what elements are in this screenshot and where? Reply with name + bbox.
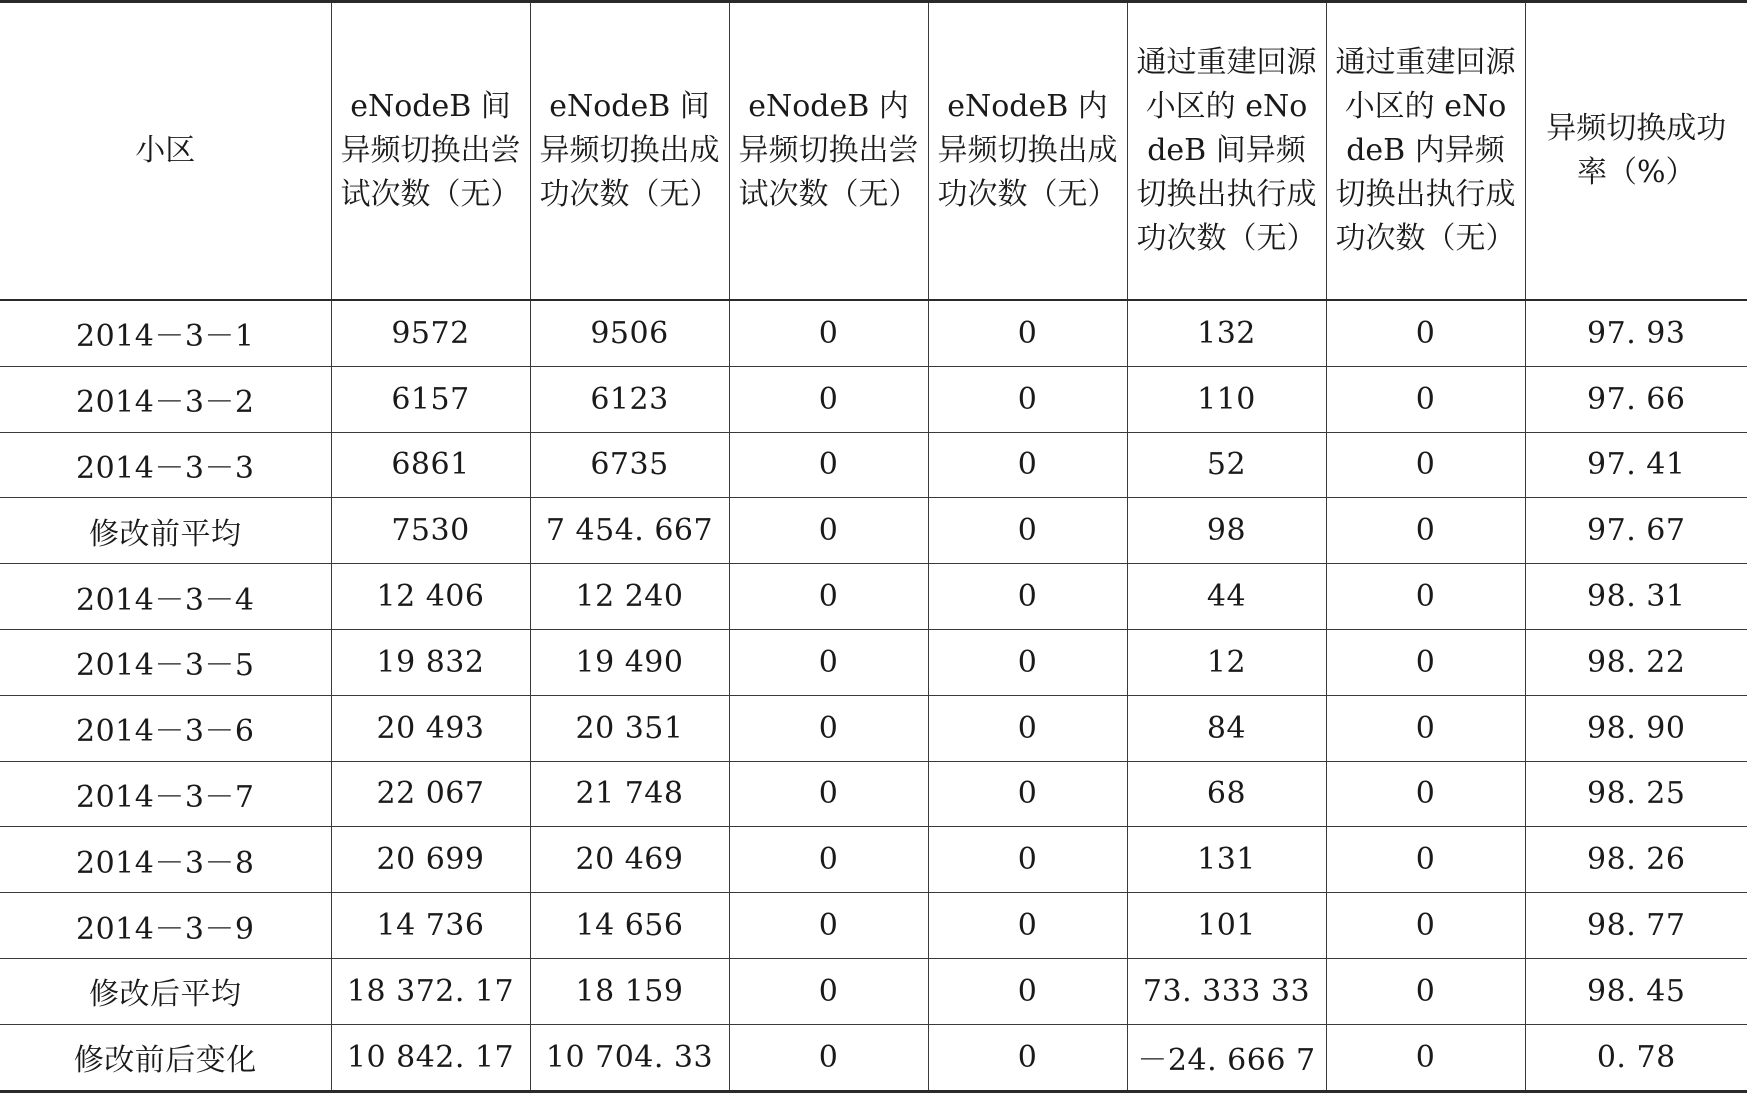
- header-cell-success-rate: [1525, 2, 1747, 301]
- table-cell: 0: [928, 893, 1127, 959]
- header-label: eNodeB 内异频切换出成功次数（无）: [937, 89, 1118, 212]
- header-label: eNodeB 间异频切换出尝试次数（无）: [340, 89, 521, 212]
- table-cell: 0: [928, 498, 1127, 564]
- table-cell: 0: [928, 958, 1127, 1024]
- table-row: [0, 432, 1747, 498]
- table-cell: 98. 22: [1525, 629, 1747, 695]
- header-label: 通过重建回源小区的 eNodeB 间异频切换出执行成功次数（无）: [1136, 45, 1317, 256]
- table-cell: 12 240: [530, 564, 729, 630]
- table-cell: 22 067: [331, 761, 530, 827]
- table-cell: 0: [928, 1024, 1127, 1091]
- table-cell: 6157: [331, 366, 530, 432]
- header-cell-reestablish-inter: [1127, 2, 1326, 301]
- header-label: eNodeB 内异频切换出尝试次数（无）: [738, 89, 919, 212]
- table-cell: 0: [1326, 498, 1525, 564]
- table-cell: 0: [729, 761, 928, 827]
- table-cell: 14 736: [331, 893, 530, 959]
- table-cell: 0: [729, 300, 928, 366]
- table-cell: 0: [729, 629, 928, 695]
- table-row: [0, 300, 1747, 366]
- header-label: 异频切换成功率（%）: [1546, 111, 1727, 190]
- table-cell: 7530: [331, 498, 530, 564]
- header-cell-inter-attempts: [331, 2, 530, 301]
- header-cell-cell: [0, 2, 331, 301]
- table-cell: 0: [1326, 827, 1525, 893]
- table-cell: 0: [1326, 432, 1525, 498]
- table-cell: 98: [1127, 498, 1326, 564]
- table-cell: 0: [729, 564, 928, 630]
- table-cell: 0: [1326, 629, 1525, 695]
- table-cell: 19 832: [331, 629, 530, 695]
- table-cell: 0: [1326, 564, 1525, 630]
- table-cell: 73. 333 33: [1127, 958, 1326, 1024]
- table-cell: 2014－3－8: [0, 827, 331, 893]
- table-cell: 9506: [530, 300, 729, 366]
- table-cell: 97. 67: [1525, 498, 1747, 564]
- table-cell: 0: [928, 432, 1127, 498]
- table-row: [0, 629, 1747, 695]
- table-cell: 0. 78: [1596, 1039, 1676, 1075]
- table-cell: 2014－3－3: [0, 432, 331, 498]
- table-cell: 0: [1326, 695, 1525, 761]
- table-cell: 0: [729, 432, 928, 498]
- table-cell: 0: [1326, 893, 1525, 959]
- table-cell: 97. 41: [1525, 432, 1747, 498]
- header-cell-intra-attempts: [729, 2, 928, 301]
- table-header: [0, 2, 1747, 301]
- header-label: 通过重建回源小区的 eNodeB 内异频切换出执行成功次数（无）: [1335, 45, 1516, 256]
- table-row: [0, 564, 1747, 630]
- table-cell: 98. 45: [1525, 958, 1747, 1024]
- table-cell: 20 699: [331, 827, 530, 893]
- table-cell: 2014－3－4: [0, 564, 331, 630]
- table-row: [0, 1024, 1747, 1091]
- table-cell: 68: [1127, 761, 1326, 827]
- table-row: [0, 958, 1747, 1024]
- table-cell: 0: [1326, 300, 1525, 366]
- table-row: [0, 366, 1747, 432]
- table-cell: 101: [1127, 893, 1326, 959]
- table-cell: 0: [928, 564, 1127, 630]
- table-cell: 0: [928, 695, 1127, 761]
- table-cell: 10 704. 33: [530, 1024, 729, 1091]
- table-cell: 2014－3－1: [0, 300, 331, 366]
- table-cell: 修改前后变化: [0, 1024, 331, 1091]
- table-cell: 14 656: [530, 893, 729, 959]
- table-cell: 0: [928, 300, 1127, 366]
- table-cell: 97. 66: [1525, 366, 1747, 432]
- table-cell: 52: [1127, 432, 1326, 498]
- table-cell: 12: [1127, 629, 1326, 695]
- table-cell: 44: [1127, 564, 1326, 630]
- table-cell: 98. 90: [1525, 695, 1747, 761]
- table-cell: 0: [1326, 761, 1525, 827]
- table-body: [0, 300, 1747, 1091]
- table-cell: 20 493: [331, 695, 530, 761]
- header-cell-intra-success: [928, 2, 1127, 301]
- table-cell: 6735: [530, 432, 729, 498]
- table-row: [0, 761, 1747, 827]
- table-cell: 98. 26: [1525, 827, 1747, 893]
- table-cell: 21 748: [530, 761, 729, 827]
- table-cell: 0: [729, 366, 928, 432]
- table-cell: 131: [1127, 827, 1326, 893]
- table-cell: 0: [729, 498, 928, 564]
- table-cell: 0: [928, 629, 1127, 695]
- table-cell: 6861: [331, 432, 530, 498]
- table-cell: 0: [928, 761, 1127, 827]
- table-cell: 2014－3－7: [0, 761, 331, 827]
- table-cell: 0: [729, 893, 928, 959]
- table-cell: 修改后平均: [0, 958, 331, 1024]
- table-cell: 0: [729, 695, 928, 761]
- table-row: [0, 695, 1747, 761]
- table-cell: 110: [1127, 366, 1326, 432]
- table-cell: 98. 77: [1525, 893, 1747, 959]
- table-cell: 2014－3－5: [0, 629, 331, 695]
- table-row: [0, 893, 1747, 959]
- table-cell: 0: [1326, 1024, 1525, 1091]
- table-cell: 0: [729, 958, 928, 1024]
- table-row: [0, 498, 1747, 564]
- table-cell: 10 842. 17: [331, 1024, 530, 1091]
- table-cell: 0: [1326, 366, 1525, 432]
- table-cell: 18 159: [530, 958, 729, 1024]
- table-cell: 6123: [530, 366, 729, 432]
- table-cell: 0: [928, 366, 1127, 432]
- table-cell: 19 490: [530, 629, 729, 695]
- table-cell: 0: [729, 1024, 928, 1091]
- table-cell: 9572: [331, 300, 530, 366]
- table-cell: 修改前平均: [0, 498, 331, 564]
- table-cell: 18 372. 17: [331, 958, 530, 1024]
- table-cell: 98. 31: [1525, 564, 1747, 630]
- table-cell: 97. 93: [1525, 300, 1747, 366]
- table-cell: 7 454. 667: [530, 498, 729, 564]
- table-cell: 2014－3－2: [0, 366, 331, 432]
- table-cell: －24. 666 7: [1127, 1024, 1326, 1091]
- table-cell: 132: [1127, 300, 1326, 366]
- table-cell: 20 351: [530, 695, 729, 761]
- header-label: eNodeB 间异频切换出成功次数（无）: [539, 89, 720, 212]
- table-cell: 12 406: [331, 564, 530, 630]
- table-row: [0, 827, 1747, 893]
- table-cell: 0: [729, 827, 928, 893]
- header-cell-inter-success: [530, 2, 729, 301]
- table-cell: 0: [1326, 958, 1525, 1024]
- table-cell: 2014－3－6: [0, 695, 331, 761]
- table-cell: 2014－3－9: [0, 893, 331, 959]
- table-cell: 20 469: [530, 827, 729, 893]
- header-row: [0, 2, 1747, 301]
- table-cell: 84: [1127, 695, 1326, 761]
- table-cell: 98. 25: [1525, 761, 1747, 827]
- table-cell: 0: [928, 827, 1127, 893]
- header-cell-reestablish-intra: [1326, 2, 1525, 301]
- header-label: 小区: [135, 133, 196, 168]
